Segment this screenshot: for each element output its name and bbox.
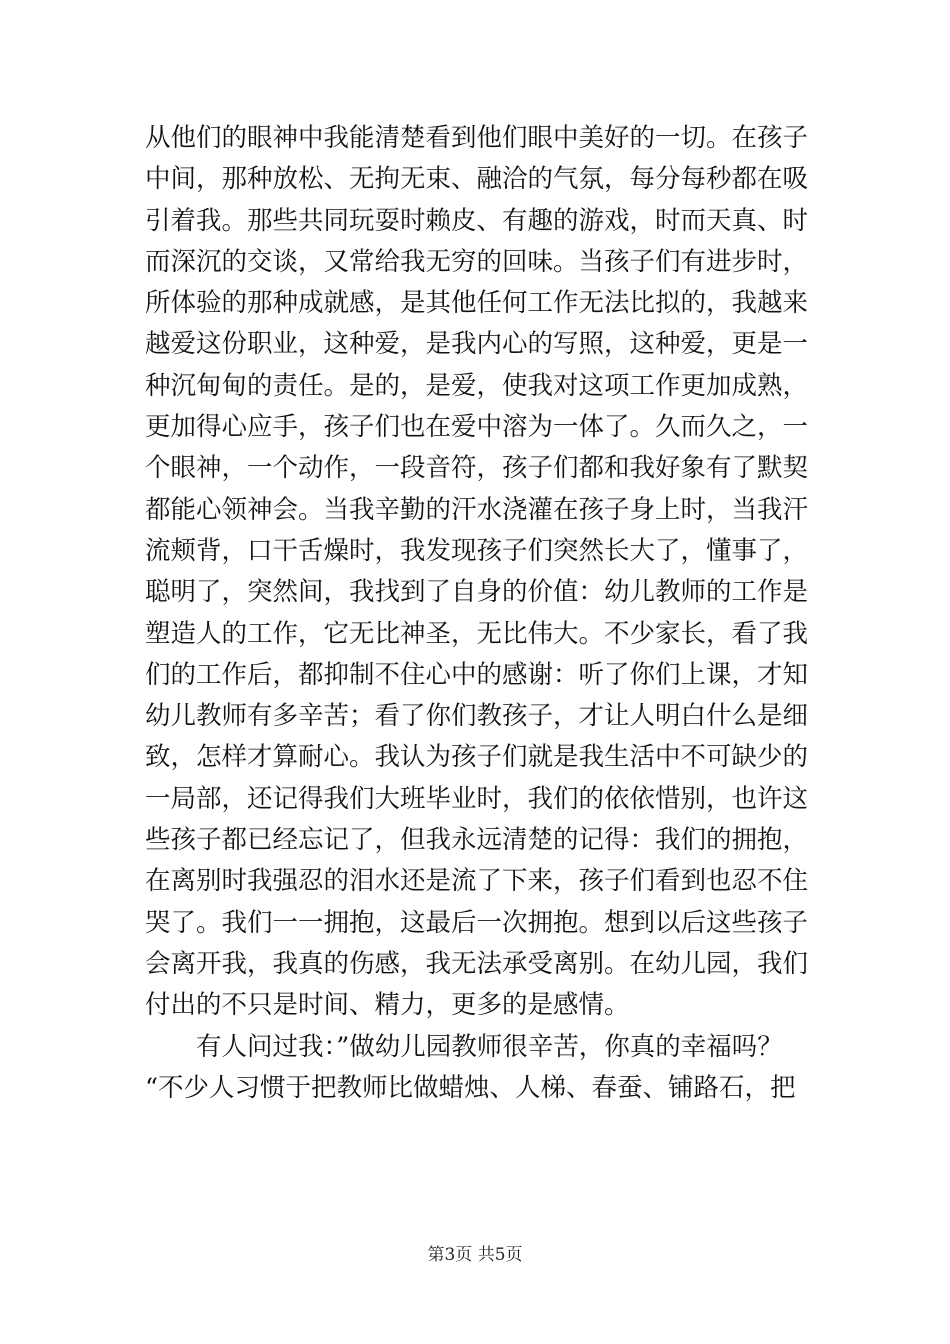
text-line-10: 都能心领神会。当我辛勤的汗水浇灌在孩子身上时，当我汗 <box>145 494 809 525</box>
text-line-24: “不少人习惯于把教师比做蜡烛、人梯、春蚕、铺路石，把 <box>145 1072 796 1103</box>
text-line-2: 中间，那种放松、无拘无束、融洽的气氛，每分每秒都在吸 <box>145 164 809 195</box>
text-line-14: 们的工作后，都抑制不住心中的感谢：听了你们上课，才知 <box>145 659 809 690</box>
text-line-6: 越爱这份职业，这种爱，是我内心的写照，这种爱，更是一 <box>145 329 809 360</box>
text-line-3: 引着我。那些共同玩耍时赖皮、有趣的游戏，时而天真、时 <box>145 205 809 236</box>
text-line-8: 更加得心应手，孩子们也在爱中溶为一体了。久而久之，一 <box>145 412 809 443</box>
text-line-1: 从他们的眼神中我能清楚看到他们眼中美好的一切。在孩子 <box>145 123 809 153</box>
text-line-18: 些孩子都已经忘记了，但我永远清楚的记得：我们的拥抱， <box>145 825 809 856</box>
text-line-16: 致，怎样才算耐心。我认为孩子们就是我生活中不可缺少的 <box>145 742 809 773</box>
text-line-12: 聪明了，突然间，我找到了自身的价值：幼儿教师的工作是 <box>145 577 809 608</box>
page-number-footer: 第3页 共5页 <box>427 1245 523 1265</box>
text-line-9: 个眼神，一个动作，一段音符，孩子们都和我好象有了默契 <box>145 453 809 484</box>
text-line-22: 付出的不只是时间、精力，更多的是感情。 <box>145 990 630 1021</box>
text-line-11: 流颊背，口干舌燥时，我发现孩子们突然长大了，懂事了， <box>145 535 809 566</box>
text-line-17: 一局部，还记得我们大班毕业时，我们的依依惜别，也许这 <box>145 783 809 814</box>
body-text <box>145 118 815 1109</box>
text-line-13: 塑造人的工作，它无比神圣，无比伟大。不少家长，看了我 <box>145 618 809 649</box>
text-line-7: 种沉甸甸的责任。是的，是爱，使我对这项工作更加成熟， <box>145 370 809 401</box>
text-line-15: 幼儿教师有多辛苦；看了你们教孩子，才让人明白什么是细 <box>145 701 809 732</box>
text-line-4: 而深沉的交谈，又常给我无穷的回味。当孩子们有进步时， <box>145 246 809 277</box>
text-line-23: 有人问过我：”做幼儿园教师很辛苦，你真的幸福吗？ <box>145 1031 783 1062</box>
text-line-20: 哭了。我们一一拥抱，这最后一次拥抱。想到以后这些孩子 <box>145 907 809 938</box>
text-line-5: 所体验的那种成就感，是其他任何工作无法比拟的，我越来 <box>145 288 809 319</box>
text-line-19: 在离别时我强忍的泪水还是流了下来，孩子们看到也忍不住 <box>145 866 809 897</box>
text-line-21: 会离开我，我真的伤感，我无法承受离别。在幼儿园，我们 <box>145 948 809 979</box>
